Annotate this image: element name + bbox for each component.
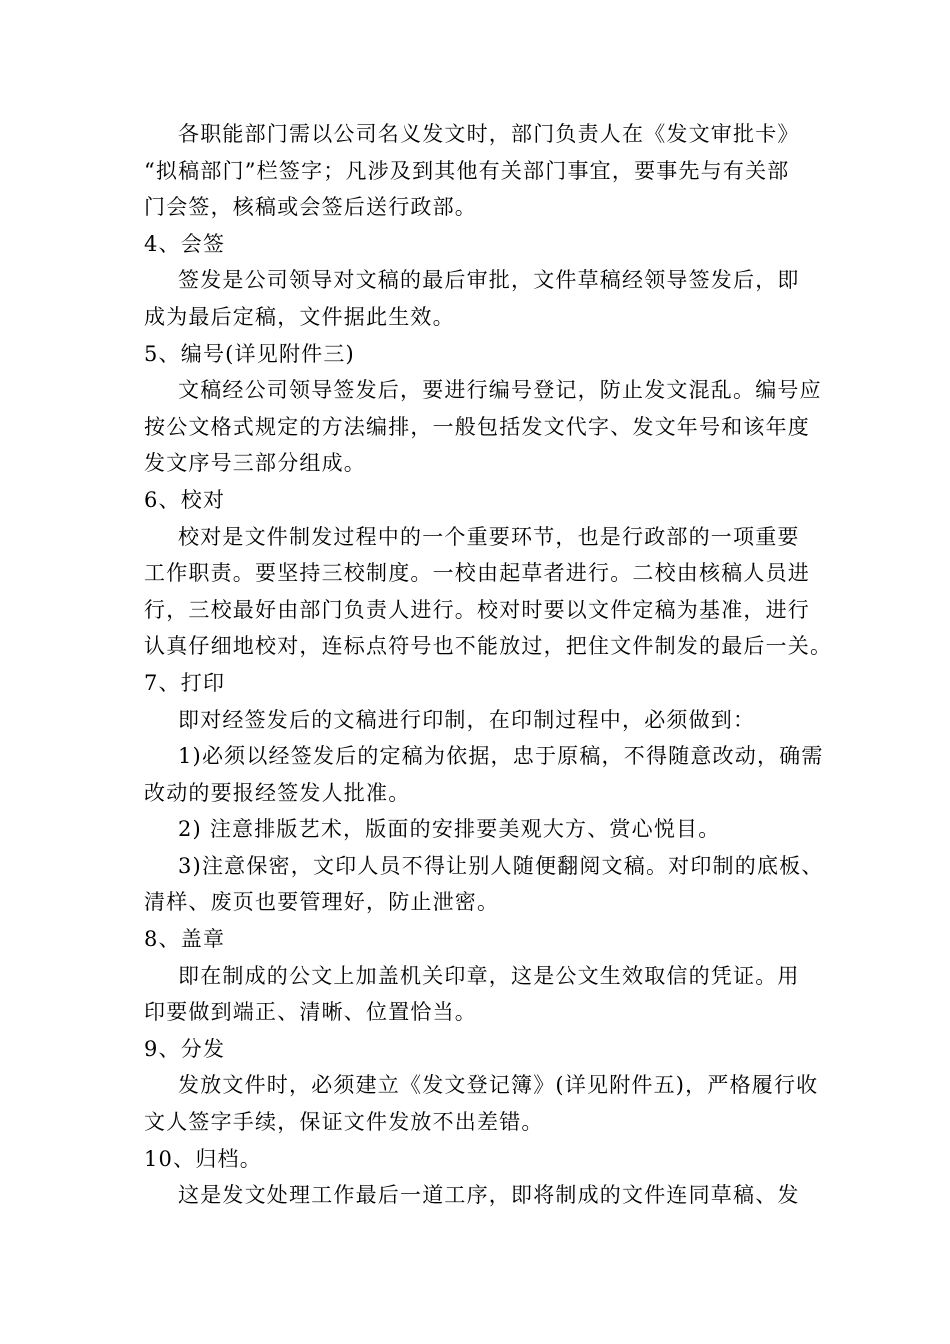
paragraph-line: 按公文格式规定的方法编排，一般包括发文代字、发文年号和该年度 bbox=[144, 414, 810, 439]
paragraph-line: 即在制成的公文上加盖机关印章，这是公文生效取信的凭证。用 bbox=[178, 963, 800, 988]
paragraph-line: 签发是公司领导对文稿的最后审批，文件草稿经领导签发后，即 bbox=[178, 268, 800, 293]
paragraph-line: 门会签，核稿或会签后送行政部。 bbox=[144, 195, 477, 220]
section-heading-proofreading: 6、校对 bbox=[144, 487, 226, 512]
paragraph-line: “拟稿部门”栏签字；凡涉及到其他有关部门事宜，要事先与有关部 bbox=[144, 158, 790, 183]
section-heading-countersign: 4、会签 bbox=[144, 231, 226, 256]
section-heading-numbering: 5、编号(详见附件三) bbox=[144, 341, 355, 366]
paragraph-line: 即对经签发后的文稿进行印制，在印制过程中，必须做到： bbox=[178, 707, 756, 732]
section-heading-printing: 7、打印 bbox=[144, 670, 226, 695]
paragraph-line: 印要做到端正、清晰、位置恰当。 bbox=[144, 1000, 477, 1025]
paragraph-line: 工作职责。要坚持三校制度。一校由起草者进行。二校由核稿人员进 bbox=[144, 561, 810, 586]
section-heading-sealing: 8、盖章 bbox=[144, 927, 226, 952]
paragraph-line: 这是发文处理工作最后一道工序，即将制成的文件连同草稿、发 bbox=[178, 1183, 800, 1208]
document-body bbox=[144, 116, 833, 1214]
list-item-line: 1)必须以经签发后的定稿为依据，忠于原稿，不得随意改动，确需 bbox=[178, 744, 824, 769]
paragraph-line: 文人签字手续，保证文件发放不出差错。 bbox=[144, 1110, 544, 1135]
section-heading-archiving: 10、归档。 bbox=[144, 1146, 262, 1171]
list-item-line: 2) 注意排版艺术，版面的安排要美观大方、赏心悦目。 bbox=[178, 817, 721, 842]
paragraph-line: 行，三校最好由部门负责人进行。校对时要以文件定稿为基准，进行 bbox=[144, 597, 810, 622]
list-item-line: 3)注意保密，文印人员不得让别人随便翻阅文稿。对印制的底板、 bbox=[178, 853, 824, 878]
paragraph-line: 清样、废页也要管理好，防止泄密。 bbox=[144, 890, 500, 915]
paragraph-line: 校对是文件制发过程中的一个重要环节，也是行政部的一项重要 bbox=[178, 524, 800, 549]
paragraph-line: 成为最后定稿，文件据此生效。 bbox=[144, 304, 455, 329]
paragraph-line: 文稿经公司领导签发后，要进行编号登记，防止发文混乱。编号应 bbox=[178, 378, 822, 403]
paragraph-line: 发文序号三部分组成。 bbox=[144, 451, 366, 476]
section-heading-distribution: 9、分发 bbox=[144, 1036, 226, 1061]
paragraph-line: 发放文件时，必须建立《发文登记簿》(详见附件五)，严格履行收 bbox=[178, 1073, 819, 1098]
paragraph-line: 认真仔细地校对，连标点符号也不能放过，把住文件制发的最后一关。 bbox=[144, 634, 833, 659]
paragraph-line: 改动的要报经签发人批准。 bbox=[144, 780, 411, 805]
paragraph-line: 各职能部门需以公司名义发文时，部门负责人在《发文审批卡》 bbox=[178, 122, 800, 146]
